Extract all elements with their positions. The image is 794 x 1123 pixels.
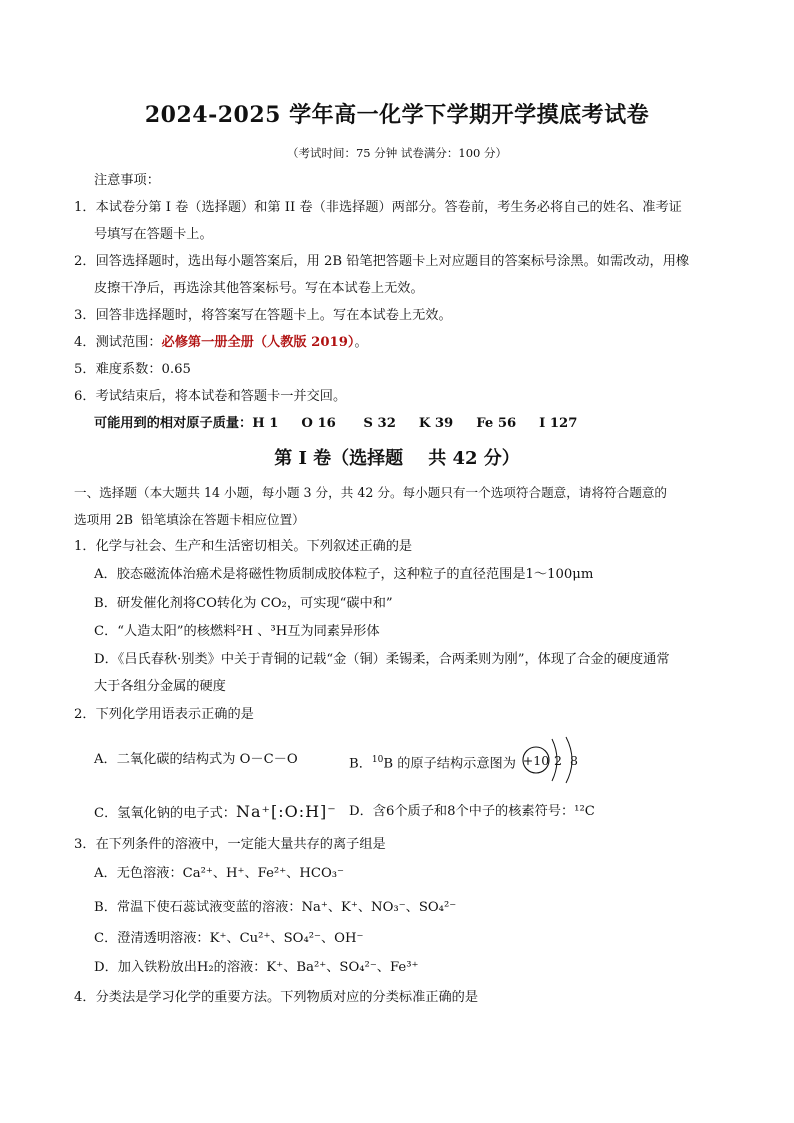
test-scope: 必修第一册全册（人教版 2019） [161,335,355,350]
note-6: 6．考试结束后，将本试卷和答题卡一并交回。 [74,389,347,404]
question-2-option-b: B．$^{10}$B 的原子结构示意图为 [349,755,516,772]
note-2-cont: 皮擦干净后，再选涂其他答案标号。写在本试卷上无效。 [94,281,424,296]
atomic-structure-diagram [520,733,590,787]
note-3: 3．回答非选择题时，将答案写在答题卡上。写在本试卷上无效。 [74,308,452,323]
shell-1-electrons: 2 [554,753,562,768]
question-3-stem: 3．在下列条件的溶液中，一定能大量共存的离子组是 [74,837,386,852]
note-2: 2．回答选择题时，选出每小题答案后，用 2B 铅笔把答题卡上对应题目的答案标号涂黑。如需改动，用橡 [74,254,690,269]
electron-formula: Na⁺[:O:H]⁻ [235,802,337,821]
question-3-option-a: A．无色溶液：Ca²⁺、H⁺、Fe²⁺、HCO₃⁻ [94,866,345,881]
section-intro-2: 选项用 2B 铅笔填涂在答题卡相应位置） [74,512,305,527]
note-5: 5．难度系数：0.65 [74,362,191,377]
note-1-cont: 号填写在答题卡上。 [94,227,213,242]
section-intro-1: 一、选择题（本大题共 14 小题，每小题 3 分，共 42 分。每小题只有一个选项符合题意，请将符合题意的 [74,485,668,500]
section-title: 第 I 卷（选择题 共 42 分） [274,448,520,469]
question-1-option-a: A．胶态磁流体治癌术是将磁性物质制成胶体粒子，这种粒子的直径范围是1～100μm [94,567,594,582]
question-2-option-d: D．含6个质子和8个中子的核素符号：¹²C [349,804,595,819]
note-1: 1．本试卷分第 I 卷（选择题）和第 II 卷（非选择题）两部分。答卷前，考生务必将自己的姓名、准考证 [74,200,682,215]
question-1-option-d-cont: 大于各组分金属的硬度 [94,679,226,694]
question-1-stem: 1．化学与社会、生产和生活密切相关。下列叙述正确的是 [74,539,413,554]
question-1-option-d: D．《吕氏春秋·别类》中关于青铜的记载“金（铜）柔锡柔，合两柔则为刚”，体现了合金的硬度通常 [94,652,670,667]
question-3-option-c: C．澄清透明溶液：K⁺、Cu²⁺、SO₄²⁻、OH⁻ [94,931,364,946]
notes-heading: 注意事项： [94,173,160,188]
question-4-stem: 4．分类法是学习化学的重要方法。下列物质对应的分类标准正确的是 [74,990,479,1005]
question-2-option-c: C．氢氧化钠的电子式：Na⁺[:O:H]⁻ [94,802,337,821]
shell-2-electrons: 8 [570,753,578,768]
question-2-option-a: A．二氧化碳的结构式为 O－C－O [94,752,298,767]
note-4: 4．测试范围：必修第一册全册（人教版 2019）。 [74,335,368,350]
exam-info: （考试时间：75 分钟 试卷满分：100 分） [286,146,508,160]
question-3-option-d: D．加入铁粉放出H₂的溶液：K⁺、Ba²⁺、SO₄²⁻、Fe³⁺ [94,960,419,975]
question-3-option-b: B．常温下使石蕊试液变蓝的溶液：Na⁺、K⁺、NO₃⁻、SO₄²⁻ [94,900,457,915]
question-1-option-b: B．研发催化剂将CO转化为 CO₂，可实现“碳中和” [94,596,393,611]
question-1-option-c: C．“人造太阳”的核燃料²H 、³H互为同素异形体 [94,624,380,639]
question-2-stem: 2．下列化学用语表示正确的是 [74,707,254,722]
nucleus-charge: +10 [522,753,550,768]
page-title: 2024-2025 学年高一化学下学期开学摸底考试卷 [144,102,650,128]
atomic-masses: 可能用到的相对原子质量：H 1 O 16 S 32 K 39 Fe 56 I 127 [94,416,578,431]
